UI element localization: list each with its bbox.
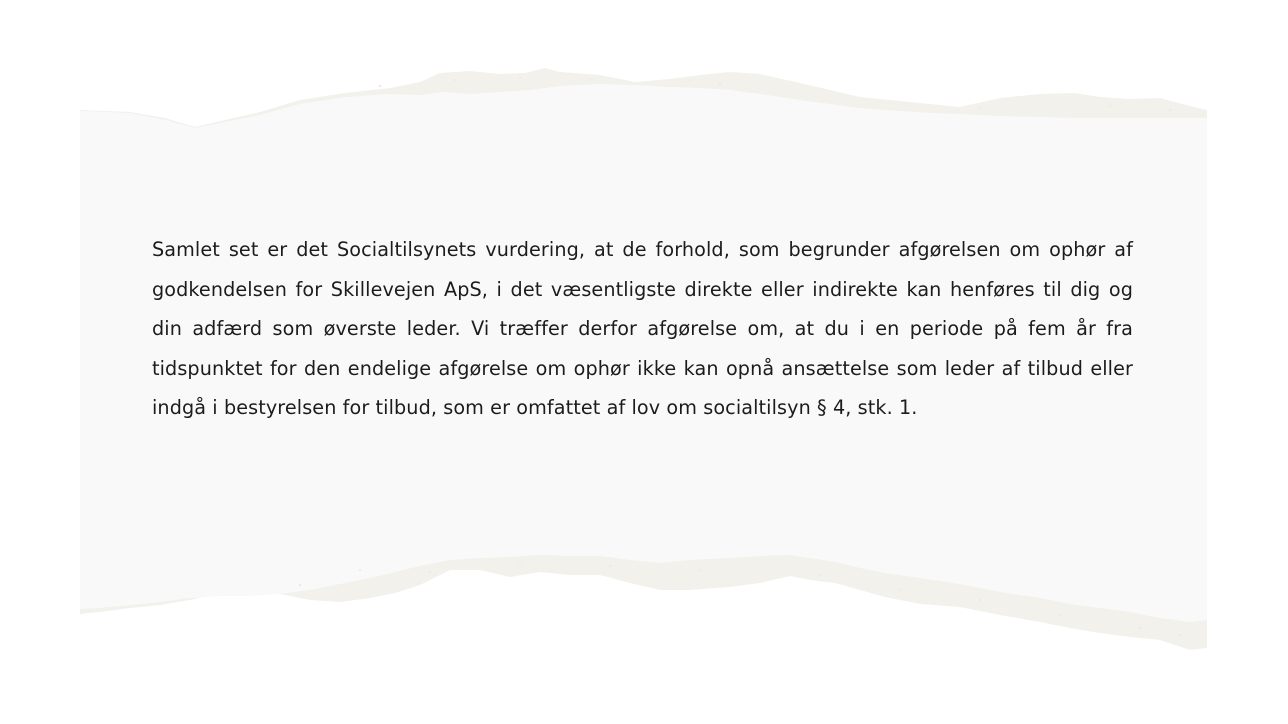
quoted-paragraph: Samlet set er det Socialtilsynets vurdering, at de forhold, som begrunder afgørelsen om ophør af godkendelsen for Skillevejen ApS, i det væsentligste direkte eller indirekte kan henføres til dig og din adfærd som øverste leder. Vi træffer derfor afgørelse om, at du i en periode på fem år fra tidspunktet for den endelige afgørelse om ophør ikke kan opnå ansættelse som leder af tilbud eller indgå i bestyrelsen for tilbud, som er omfattet af lov om socialtilsyn § 4, stk. 1. (152, 238, 1133, 420)
